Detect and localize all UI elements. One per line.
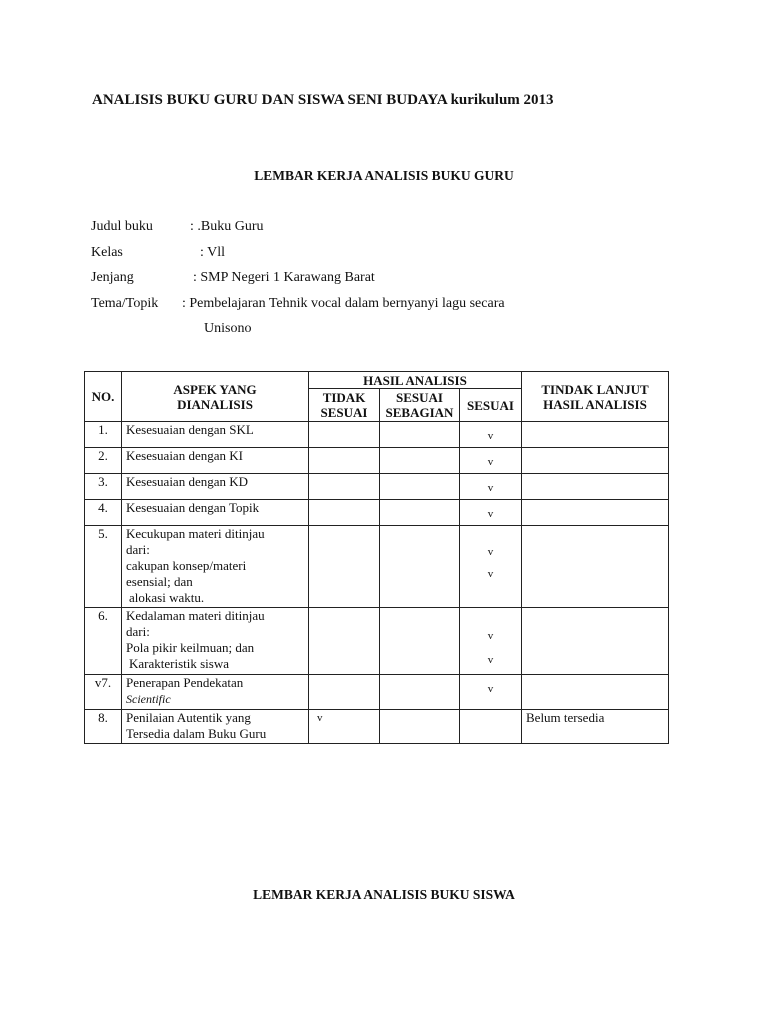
- mark-cell-tidak: [309, 500, 380, 526]
- aspect-text: Tersedia dalam Buku Guru: [126, 726, 267, 741]
- header-tidak-sesuai: [309, 389, 380, 422]
- aspect-text: Penerapan Pendekatan: [126, 675, 244, 690]
- check-mark: v: [317, 712, 323, 724]
- header-aspek-line1: ASPEK YANG: [173, 381, 257, 397]
- aspect-text: Kesesuaian dengan Topik: [126, 500, 260, 515]
- header-aspek: [122, 372, 309, 422]
- header-tindak-lanjut: [522, 372, 669, 422]
- tindak-lanjut-cell: [522, 526, 669, 608]
- row-number: 8.: [85, 710, 122, 744]
- row-number: 2.: [85, 448, 122, 474]
- aspect-text: Pola pikir keilmuan; dan: [126, 640, 255, 655]
- document-title: ANALISIS BUKU GURU DAN SISWA SENI BUDAYA kurikulum 2013: [92, 92, 554, 108]
- section-title-buku-siswa: LEMBAR KERJA ANALISIS BUKU SISWA: [253, 887, 515, 902]
- aspect-cell: [122, 710, 309, 744]
- check-mark: v: [487, 568, 494, 580]
- table-row: [85, 474, 669, 500]
- row-number: 6.: [85, 608, 122, 675]
- mark-cell-sesuai: [460, 474, 522, 500]
- mark-cell-sebagian: [380, 710, 460, 744]
- tindak-lanjut-cell: [522, 675, 669, 710]
- table-row: [85, 448, 669, 474]
- aspect-text: cakupan konsep/materi: [126, 558, 247, 573]
- aspect-text: dari:: [126, 624, 150, 639]
- meta-kelas-value: : Vll: [200, 245, 226, 260]
- mark-cell-sesuai: [460, 608, 522, 675]
- mark-cell-sebagian: [380, 526, 460, 608]
- check-mark: v: [487, 654, 494, 666]
- mark-cell-sebagian: [380, 448, 460, 474]
- aspect-text: Penilaian Autentik yang: [126, 710, 251, 725]
- table-row: [85, 608, 669, 675]
- mark-cell-sebagian: [380, 474, 460, 500]
- row-number: 3.: [85, 474, 122, 500]
- meta-tema-label: Tema/Topik: [91, 296, 159, 311]
- aspect-text: Karakteristik siswa: [129, 656, 230, 671]
- meta-jenjang-value: : SMP Negeri 1 Karawang Barat: [193, 270, 375, 285]
- check-mark: v: [487, 630, 494, 642]
- meta-judul-label: Judul buku: [91, 219, 153, 234]
- aspect-cell: [122, 675, 309, 710]
- meta-kelas-label: Kelas: [91, 245, 123, 260]
- meta-tema-value-continued: Unisono: [204, 321, 252, 336]
- row-number: 5.: [85, 526, 122, 608]
- check-mark: v: [487, 508, 494, 520]
- mark-cell-sesuai: [460, 526, 522, 608]
- aspect-text: esensial; dan: [126, 574, 193, 589]
- mark-cell-sebagian: [380, 422, 460, 448]
- check-mark: v: [487, 683, 494, 695]
- header-sebagian-line1: SESUAI: [396, 390, 443, 405]
- header-sebagian-line2: SEBAGIAN: [385, 405, 454, 420]
- tindak-lanjut-cell: [522, 448, 669, 474]
- mark-cell-tidak: [309, 526, 380, 608]
- table-row: [85, 500, 669, 526]
- mark-cell-sebagian: [380, 608, 460, 675]
- tindak-lanjut-cell: Belum tersedia: [522, 710, 669, 744]
- aspect-text: dari:: [126, 542, 150, 557]
- tindak-lanjut-cell: [522, 422, 669, 448]
- aspect-text: Kesesuaian dengan KD: [126, 474, 249, 489]
- table-row: [85, 675, 669, 710]
- aspect-text: Kedalaman materi ditinjau: [126, 608, 265, 623]
- mark-cell-sesuai: [460, 675, 522, 710]
- meta-tema-value: : Pembelajaran Tehnik vocal dalam bernyanyi lagu secara: [182, 296, 505, 311]
- mark-cell-sesuai: [460, 500, 522, 526]
- header-no: NO.: [85, 372, 122, 422]
- aspect-text: Scientific: [126, 692, 171, 706]
- meta-judul-value: : .Buku Guru: [190, 219, 264, 234]
- header-tindak-line2: HASIL ANALISIS: [543, 396, 647, 412]
- header-hasil-analisis: HASIL ANALISIS: [309, 372, 522, 389]
- aspect-text: Kecukupan materi ditinjau: [126, 526, 265, 541]
- header-tindak-line1: TINDAK LANJUT: [541, 381, 649, 397]
- mark-cell-tidak: [309, 675, 380, 710]
- tindak-lanjut-cell: [522, 608, 669, 675]
- check-mark: v: [487, 456, 494, 468]
- mark-cell-sebagian: [380, 500, 460, 526]
- check-mark: v: [487, 482, 494, 494]
- header-sesuai: SESUAI: [460, 389, 522, 422]
- aspect-cell: [122, 448, 309, 474]
- mark-cell-sesuai: [460, 710, 522, 744]
- row-number: 4.: [85, 500, 122, 526]
- mark-cell-sesuai: [460, 422, 522, 448]
- aspect-cell: [122, 422, 309, 448]
- analysis-table: [84, 371, 669, 744]
- row-number: v7.: [85, 675, 122, 710]
- mark-cell-tidak: [309, 608, 380, 675]
- aspect-cell: [122, 608, 309, 675]
- aspect-text: Kesesuaian dengan KI: [126, 448, 243, 463]
- aspect-cell: [122, 500, 309, 526]
- aspect-cell: [122, 526, 309, 608]
- header-aspek-line2: DIANALISIS: [177, 396, 253, 412]
- table-row: [85, 422, 669, 448]
- tindak-lanjut-cell: [522, 474, 669, 500]
- header-tidak-line1: TIDAK: [322, 390, 366, 405]
- tindak-lanjut-cell: [522, 500, 669, 526]
- aspect-text: Kesesuaian dengan SKL: [126, 422, 254, 437]
- check-mark: v: [487, 546, 494, 558]
- table-body: [85, 422, 669, 744]
- mark-cell-sebagian: [380, 675, 460, 710]
- header-tidak-line2: SESUAI: [320, 405, 368, 420]
- mark-cell-tidak: [309, 474, 380, 500]
- aspect-cell: [122, 474, 309, 500]
- aspect-text: alokasi waktu.: [129, 590, 205, 605]
- check-mark: v: [487, 430, 494, 442]
- header-sesuai-sebagian: [380, 389, 460, 422]
- mark-cell-sesuai: [460, 448, 522, 474]
- mark-cell-tidak: [309, 448, 380, 474]
- row-number: 1.: [85, 422, 122, 448]
- section-title-buku-guru: LEMBAR KERJA ANALISIS BUKU GURU: [254, 168, 514, 183]
- mark-cell-tidak: [309, 422, 380, 448]
- table-row: [85, 526, 669, 608]
- meta-jenjang-label: Jenjang: [91, 270, 134, 285]
- table-row: [85, 710, 669, 744]
- mark-cell-tidak: [309, 710, 380, 744]
